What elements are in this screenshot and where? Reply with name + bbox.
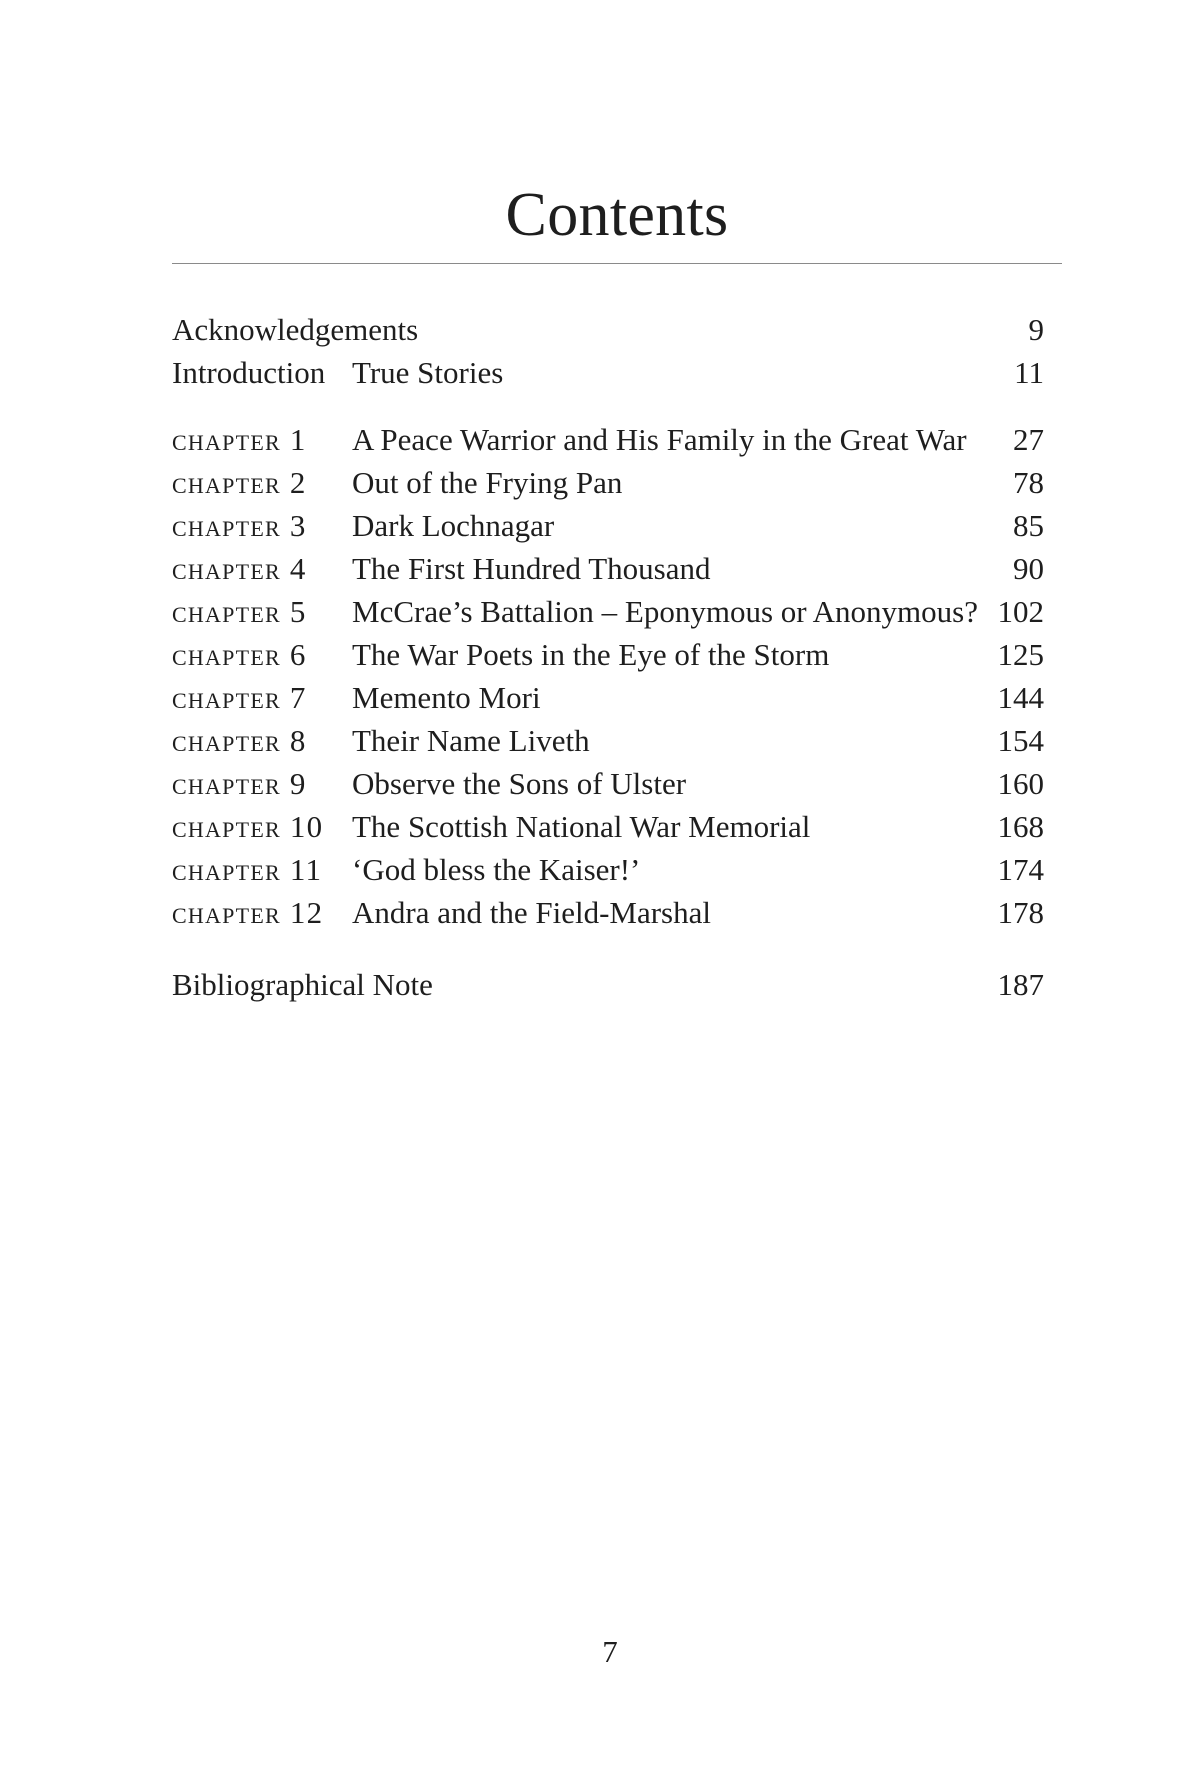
toc-entry-title: Memento Mori [352,680,541,715]
toc-entry-title: Dark Lochnagar [352,508,555,543]
toc-row [172,676,1062,719]
toc-row [172,418,1062,461]
toc-row [172,963,1062,1006]
toc-row [172,504,1062,547]
toc-entry-label: Introduction [172,355,326,390]
toc-row [172,848,1062,891]
toc-entry-label: chapter 12 [172,895,324,930]
toc-entry-label: chapter 10 [172,809,324,844]
toc-entry-page: 27 [1013,422,1044,457]
toc-row [172,762,1062,805]
toc-entry-label: chapter 8 [172,723,307,758]
toc-entry-label: chapter 9 [172,766,307,801]
toc-entry-title: McCrae’s Battalion – Eponymous or Anonymous? [352,594,978,629]
toc-entry-page: 168 [997,809,1044,844]
toc-entry-title: Observe the Sons of Ulster [352,766,687,801]
toc-entry-label: Bibliographical Note [172,967,433,1002]
toc-row [172,805,1062,848]
toc-entry-page: 154 [997,723,1044,758]
toc-entry-page: 90 [1013,551,1044,586]
page-title: Contents [505,181,729,249]
toc-entry-label: chapter 5 [172,594,307,629]
toc-entry-page: 174 [997,852,1044,887]
toc-row [172,308,1062,351]
title-rule [172,263,1062,264]
toc-row [172,351,1062,394]
toc-entry-title: The Scottish National War Memorial [352,809,811,844]
toc-entry-title: True Stories [352,355,504,390]
toc-entry-label: Acknowledgements [172,312,419,347]
toc-entry-title: The War Poets in the Eye of the Storm [352,637,830,672]
toc-row [172,633,1062,676]
toc-entry-page: 187 [997,967,1044,1002]
toc-row [172,590,1062,633]
toc-entry-title: Out of the Frying Pan [352,465,623,500]
toc-row [172,461,1062,504]
table-of-contents [172,308,1062,1006]
toc-entry-title: Their Name Liveth [352,723,590,758]
toc-entry-label: chapter 7 [172,680,307,715]
toc-row [172,719,1062,762]
toc-entry-label: chapter 6 [172,637,307,672]
toc-entry-label: chapter 11 [172,852,323,887]
toc-entry-label: chapter 3 [172,508,307,543]
toc-entry-title: ‘God bless the Kaiser!’ [352,852,641,887]
toc-row [172,547,1062,590]
toc-entry-title: Andra and the Field-Marshal [352,895,711,930]
toc-entry-page: 11 [1014,355,1044,390]
toc-back-matter [172,963,1062,1006]
toc-entry-page: 85 [1013,508,1044,543]
toc-entry-page: 102 [997,594,1044,629]
toc-entry-label: chapter 4 [172,551,307,586]
toc-row [172,891,1062,934]
toc-entry-page: 78 [1013,465,1044,500]
toc-entry-page: 178 [997,895,1044,930]
toc-entry-page: 144 [997,680,1044,715]
toc-entry-page: 125 [997,637,1044,672]
toc-entry-label: chapter 2 [172,465,307,500]
toc-chapters [172,418,1062,934]
toc-entry-title: The First Hundred Thousand [352,551,711,586]
toc-front-matter [172,308,1062,394]
toc-entry-page: 9 [1028,312,1044,347]
page-number: 7 [602,1634,618,1669]
toc-entry-page: 160 [997,766,1044,801]
toc-entry-title: A Peace Warrior and His Family in the Great War [352,422,967,457]
text-block [172,0,1062,1006]
toc-entry-label: chapter 1 [172,422,307,457]
